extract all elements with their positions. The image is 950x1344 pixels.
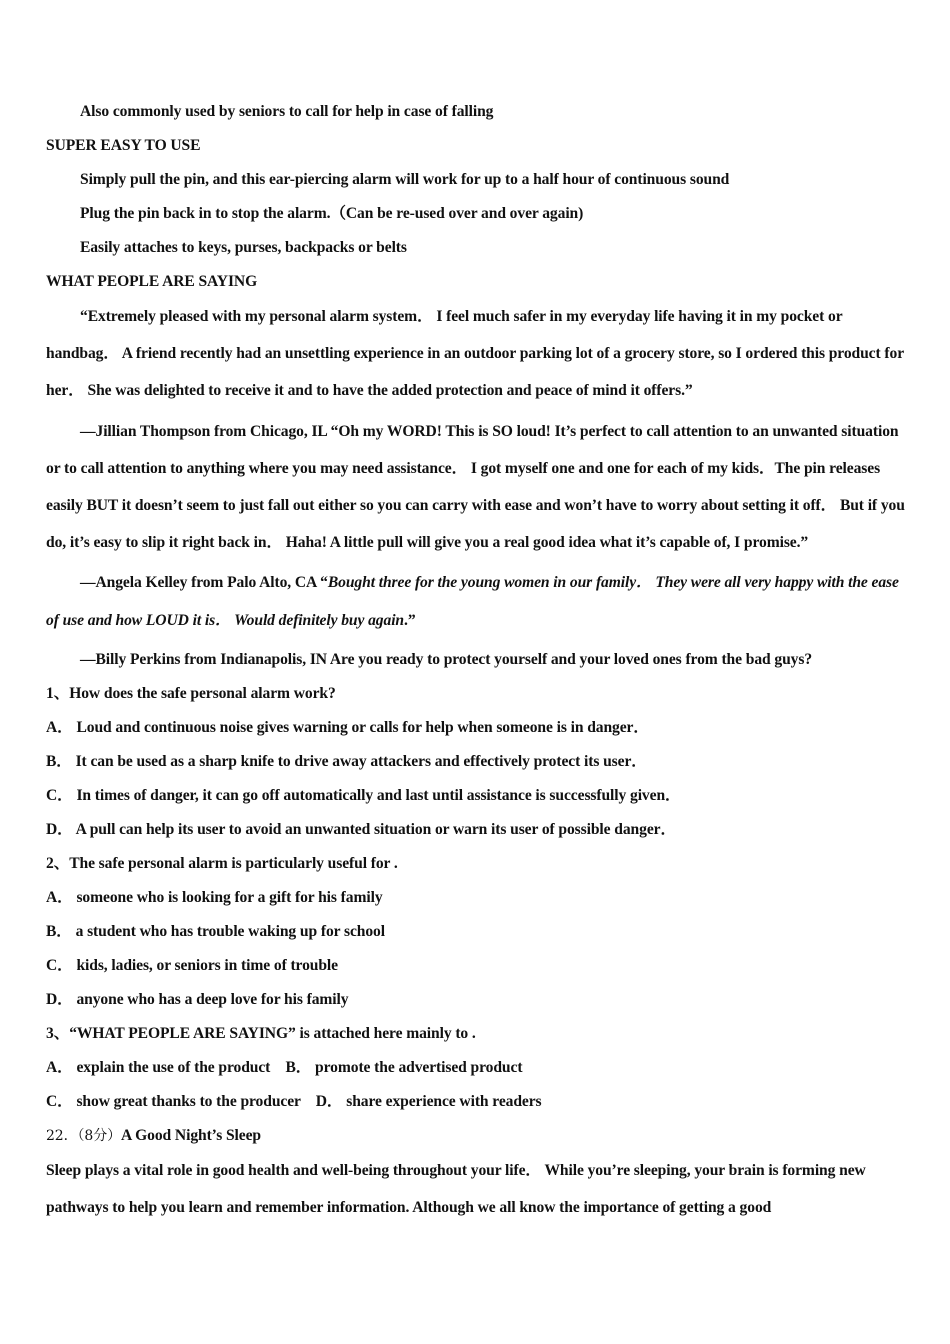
question-option: C． In times of danger, it can go off automatically and last until assistance is successfully given． <box>46 786 681 804</box>
testimonial-paragraph <box>46 298 908 410</box>
testimonial-paragraph <box>46 413 908 562</box>
question-stem: 1、How does the safe personal alarm work? <box>46 684 336 702</box>
testimonial-text: —Angela Kelley from Palo Alto, CA “ <box>80 574 328 592</box>
section-22-paragraph <box>46 1152 908 1226</box>
question-option: C． kids, ladies, or seniors in time of trouble <box>46 956 338 974</box>
question-stem: 3、“WHAT PEOPLE ARE SAYING” is attached here mainly to . <box>46 1024 476 1042</box>
question-option: A． explain the use of the product B． promote the advertised product <box>46 1058 523 1076</box>
testimonial-attribution: —Billy Perkins from Indianapolis, IN Are you ready to protect yourself and your loved ones from the bad guys? <box>80 650 813 668</box>
testimonial-text: .” <box>404 611 416 629</box>
section-22-text: Sleep plays a vital role in good health and well-being throughout your life． While you’re sleeping, your brain is forming new pathways to help you learn and remember information. Although we all know the importance of getting a good <box>46 1161 866 1217</box>
testimonial-paragraph <box>46 564 908 638</box>
section-heading-saying: WHAT PEOPLE ARE SAYING <box>46 273 258 290</box>
question-option: B． It can be used as a sharp knife to drive away attackers and effectively protect its user． <box>46 752 647 770</box>
easy-item: Easily attaches to keys, purses, backpacks or belts <box>80 239 407 256</box>
testimonial-italic-text: Bought three for the young women in our family． They were all very happy with the ease of use and how LOUD it is． Would definitely buy again <box>46 574 899 629</box>
section-title: A Good Night’s Sleep <box>121 1126 261 1144</box>
question-option: C． show great thanks to the producer D． share experience with readers <box>46 1092 542 1110</box>
question-option: D． anyone who has a deep love for his family <box>46 990 349 1008</box>
section-heading-easy: SUPER EASY TO USE <box>46 137 201 154</box>
question-option: D． A pull can help its user to avoid an unwanted situation or warn its user of possible danger． <box>46 820 676 838</box>
question-stem: 2、The safe personal alarm is particularly useful for . <box>46 854 398 872</box>
section-number: 22．（8分） <box>46 1127 122 1144</box>
section-22-heading <box>46 1122 908 1156</box>
testimonial-text: “Extremely pleased with my personal alarm system． I feel much safer in my everyday life having it in my pocket or handbag． A friend recently had an unsettling experience in an outdoor parking lot of a grocery store, so I ordered this product for her． She was delighted to receive it and to have the added protection and peace of mind it offers.” <box>46 308 904 400</box>
question-option: A． someone who is looking for a gift for his family <box>46 888 383 906</box>
question-option: B． a student who has trouble waking up for school <box>46 922 385 940</box>
question-option: A． Loud and continuous noise gives warning or calls for help when someone is in danger． <box>46 718 649 736</box>
intro-line: Also commonly used by seniors to call for help in case of falling <box>80 103 494 120</box>
easy-item: Plug the pin back in to stop the alarm.（Can be re-used over and over again) <box>80 205 584 222</box>
easy-item: Simply pull the pin, and this ear-piercing alarm will work for up to a half hour of continuous sound <box>80 171 730 188</box>
testimonial-text: —Jillian Thompson from Chicago, IL “Oh my WORD! This is SO loud! It’s perfect to call attention to an unwanted situation or to call attention to anything where you may need assistance． I got myself one and one for each of my kids．The pin releases easily BUT it doesn’t seem to just fall out either so you can carry with ease and won’t have to worry about setting it off． But if you do, it’s easy to slip it right back in． Haha! A little pull will give you a real good idea what it’s capable of, I promise.” <box>46 422 905 552</box>
document-page <box>46 98 908 1233</box>
